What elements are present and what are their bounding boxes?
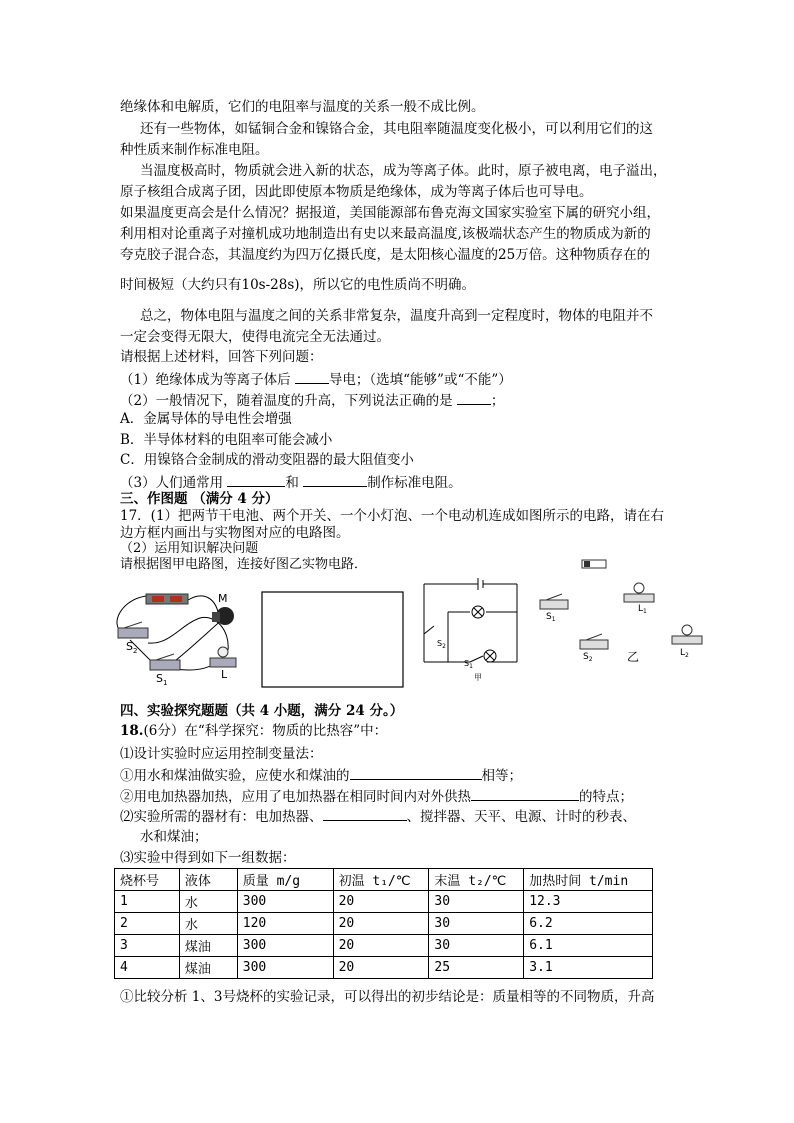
diagram-yi-label: 乙 [627, 650, 640, 664]
table-header: 末温 t₂/℃ [429, 869, 524, 891]
question-2 [120, 390, 504, 410]
switch-s2-icon [118, 622, 148, 638]
battery-component [582, 560, 606, 568]
table-cell: 30 [429, 891, 524, 913]
table-cell: 300 [237, 957, 333, 979]
passage-line: 一定会变得无限大，使得电流完全无法通过。 [120, 329, 390, 345]
passage-line: 绝缘体和电解质，它们的电阻率与温度的关系一般不成比例。 [120, 99, 485, 115]
option-c: C．用镍铬合金制成的滑动变阻器的最大阻值变小 [120, 452, 414, 468]
q1-answer-blank[interactable] [295, 369, 329, 384]
table-cell: 300 [237, 891, 333, 913]
q18-head: (6分）在“科学探究：物质的比热容”中： [143, 723, 388, 739]
lamp-l1-component [624, 583, 654, 602]
q18-part: ⑶实验中得到如下一组数据： [120, 850, 296, 866]
passage-line: 当温度极高时，物质就会进入新的状态，成为等离子体。此时，原子被电离，电子溢出， [140, 163, 667, 179]
table-cell: 水 [179, 913, 237, 935]
q18-blank-2[interactable] [471, 786, 579, 801]
q3-text-a: （3）人们通常用 [120, 475, 228, 491]
passage-line: 总之，物体电阻与温度之间的关系非常复杂，温度升高到一定程度时，物体的电阻并不 [140, 308, 653, 324]
table-cell: 25 [429, 957, 524, 979]
passage-line: 还有一些物体，如锰铜合金和镍铬合金，其电阻率随温度变化极小，可以利用它们的这 [140, 121, 653, 137]
table-cell: 煤油 [179, 957, 237, 979]
table-cell: 20 [333, 913, 429, 935]
table-cell: 20 [333, 891, 429, 913]
section4-title: 四、实验探究题题（共 4 小题，满分 24 分。） [120, 703, 404, 719]
q2-text-b: ； [490, 393, 505, 409]
table-header: 烧杯号 [115, 869, 180, 891]
table-cell: 4 [115, 957, 180, 979]
q1-text-a: （1）绝缘体成为等离子体后 [120, 372, 295, 388]
passage-line: 利用相对论重离子对撞机成功地制造出有史以来最高温度,该极端状态产生的物质成为新的 [120, 226, 651, 242]
diagram-s1-label: $S_1$ [464, 659, 473, 670]
section3-title: 三、作图题 （满分 4 分） [120, 491, 279, 507]
component-s1-label: $S_1$ [546, 612, 556, 623]
passage-line: 夸克胶子混合态，其温度约为四万亿摄氏度，是太阳核心温度的25万倍。这种物质存在的 [120, 247, 651, 263]
q18-part: 水和煤油； [140, 829, 208, 845]
q18-blank-1[interactable] [350, 765, 482, 780]
data-table [114, 868, 653, 979]
q1-text-b: 导电；（选填“能够”或“不能”） [328, 372, 512, 388]
table-cell: 300 [237, 935, 333, 957]
table-header: 加热时间 t/min [524, 869, 653, 891]
table-row [115, 935, 653, 957]
table-header-row [115, 869, 653, 891]
table-cell: 水 [179, 891, 237, 913]
table-header: 液体 [179, 869, 237, 891]
table-header: 初温 t₁/℃ [333, 869, 429, 891]
table-cell: 煤油 [179, 935, 237, 957]
switch-s2-label: $S_2$ [126, 640, 138, 655]
q18-part: ⑴设计实验时应运用控制变量法： [120, 746, 323, 762]
table-row [115, 957, 653, 979]
motor-icon [212, 607, 234, 625]
passage-line: 时间极短（大约只有10s-28s)，所以它的电性质尚不明确。 [120, 277, 476, 293]
battery-pack [146, 594, 188, 604]
table-cell: 12.3 [524, 891, 653, 913]
component-l1-label: $L_1$ [638, 604, 647, 615]
circuit-diagram-jia [424, 578, 517, 662]
q18-heading [120, 722, 387, 740]
q18-number: 18. [120, 723, 144, 739]
table-header: 质量 m/g [237, 869, 333, 891]
q18-conclusion: ①比较分析 1、3号烧杯的实验记录，可以得出的初步结论是：质量相等的不同物质，升高 [120, 989, 655, 1005]
q17-line: （2）运用知识解决问题 [120, 541, 259, 556]
circuit-figures [0, 555, 794, 695]
motor-label: M [218, 592, 228, 605]
table-cell: 3 [115, 935, 180, 957]
component-l2-label: $L_2$ [680, 648, 689, 659]
diagram-s2-label: $S_2$ [437, 639, 446, 650]
switch-s1-icon [150, 654, 180, 670]
lamp-label: L [221, 668, 228, 681]
passage-line: 种性质来制作标准电阻。 [120, 142, 269, 158]
table-cell: 1 [115, 891, 180, 913]
questions-intro: 请根据上述材料，回答下列问题： [120, 349, 323, 365]
q17-line: 请根据图甲电路图，连接好图乙实物电路． [120, 557, 368, 572]
component-s2-label: $S_2$ [583, 652, 593, 663]
q18-part: ②用电加热器加热，应用了电加热器在相同时间内对外供热 的特点； [120, 786, 633, 806]
switch-s1-label: $S_1$ [156, 672, 168, 687]
table-row [115, 913, 653, 935]
lamp-l2-component [672, 625, 702, 644]
passage-line: 原子核组合成离子团，因此即使原本物质是绝缘体，成为等离子体后也可导电。 [120, 184, 593, 200]
q18-part: ⑵实验所需的器材有：电加热器、 、搅拌器、天平、电源、计时的秒表、 [120, 806, 636, 826]
table-cell: 120 [237, 913, 333, 935]
switch-s2-component [580, 634, 608, 649]
table-cell: 30 [429, 935, 524, 957]
q17-line: 边方框内画出与实物图对应的电路图。 [120, 525, 350, 541]
lamp-icon [210, 647, 236, 667]
q3-answer-blank-1[interactable] [227, 472, 285, 487]
q3-answer-blank-2[interactable] [303, 472, 367, 487]
table-cell: 3.1 [524, 957, 653, 979]
table-cell: 6.1 [524, 935, 653, 957]
question-1 [120, 369, 512, 389]
q3-text-b: 和 [285, 475, 304, 491]
q17-line: 17．(1）把两节干电池、两个开关、一个小灯泡、一个电动机连成如图所示的电路，请在右 [120, 508, 665, 524]
q18-part: ①用水和煤油做实验，应使水和煤油的 相等； [120, 765, 522, 785]
q3-text-c: 制作标准电阻。 [367, 475, 462, 491]
option-a: A．金属导体的导电性会增强 [120, 411, 292, 427]
table-cell: 2 [115, 913, 180, 935]
option-b: B．半导体材料的电阻率可能会减小 [120, 432, 333, 448]
q2-answer-blank[interactable] [457, 390, 491, 405]
question-3 [120, 472, 462, 492]
table-row [115, 891, 653, 913]
diagram-jia-label: 甲 [474, 673, 482, 682]
table-cell: 30 [429, 913, 524, 935]
drawing-box[interactable] [262, 592, 403, 687]
q2-text-a: （2）一般情况下，随着温度的升高，下列说法正确的是 [120, 393, 457, 409]
q18-blank-3[interactable] [323, 806, 407, 821]
table-cell: 6.2 [524, 913, 653, 935]
table-cell: 20 [333, 935, 429, 957]
passage-line: 如果温度更高会是什么情况？据报道，美国能源部布鲁克海文国家实验室下属的研究小组， [120, 205, 660, 221]
switch-s1-component [540, 594, 568, 609]
table-cell: 20 [333, 957, 429, 979]
